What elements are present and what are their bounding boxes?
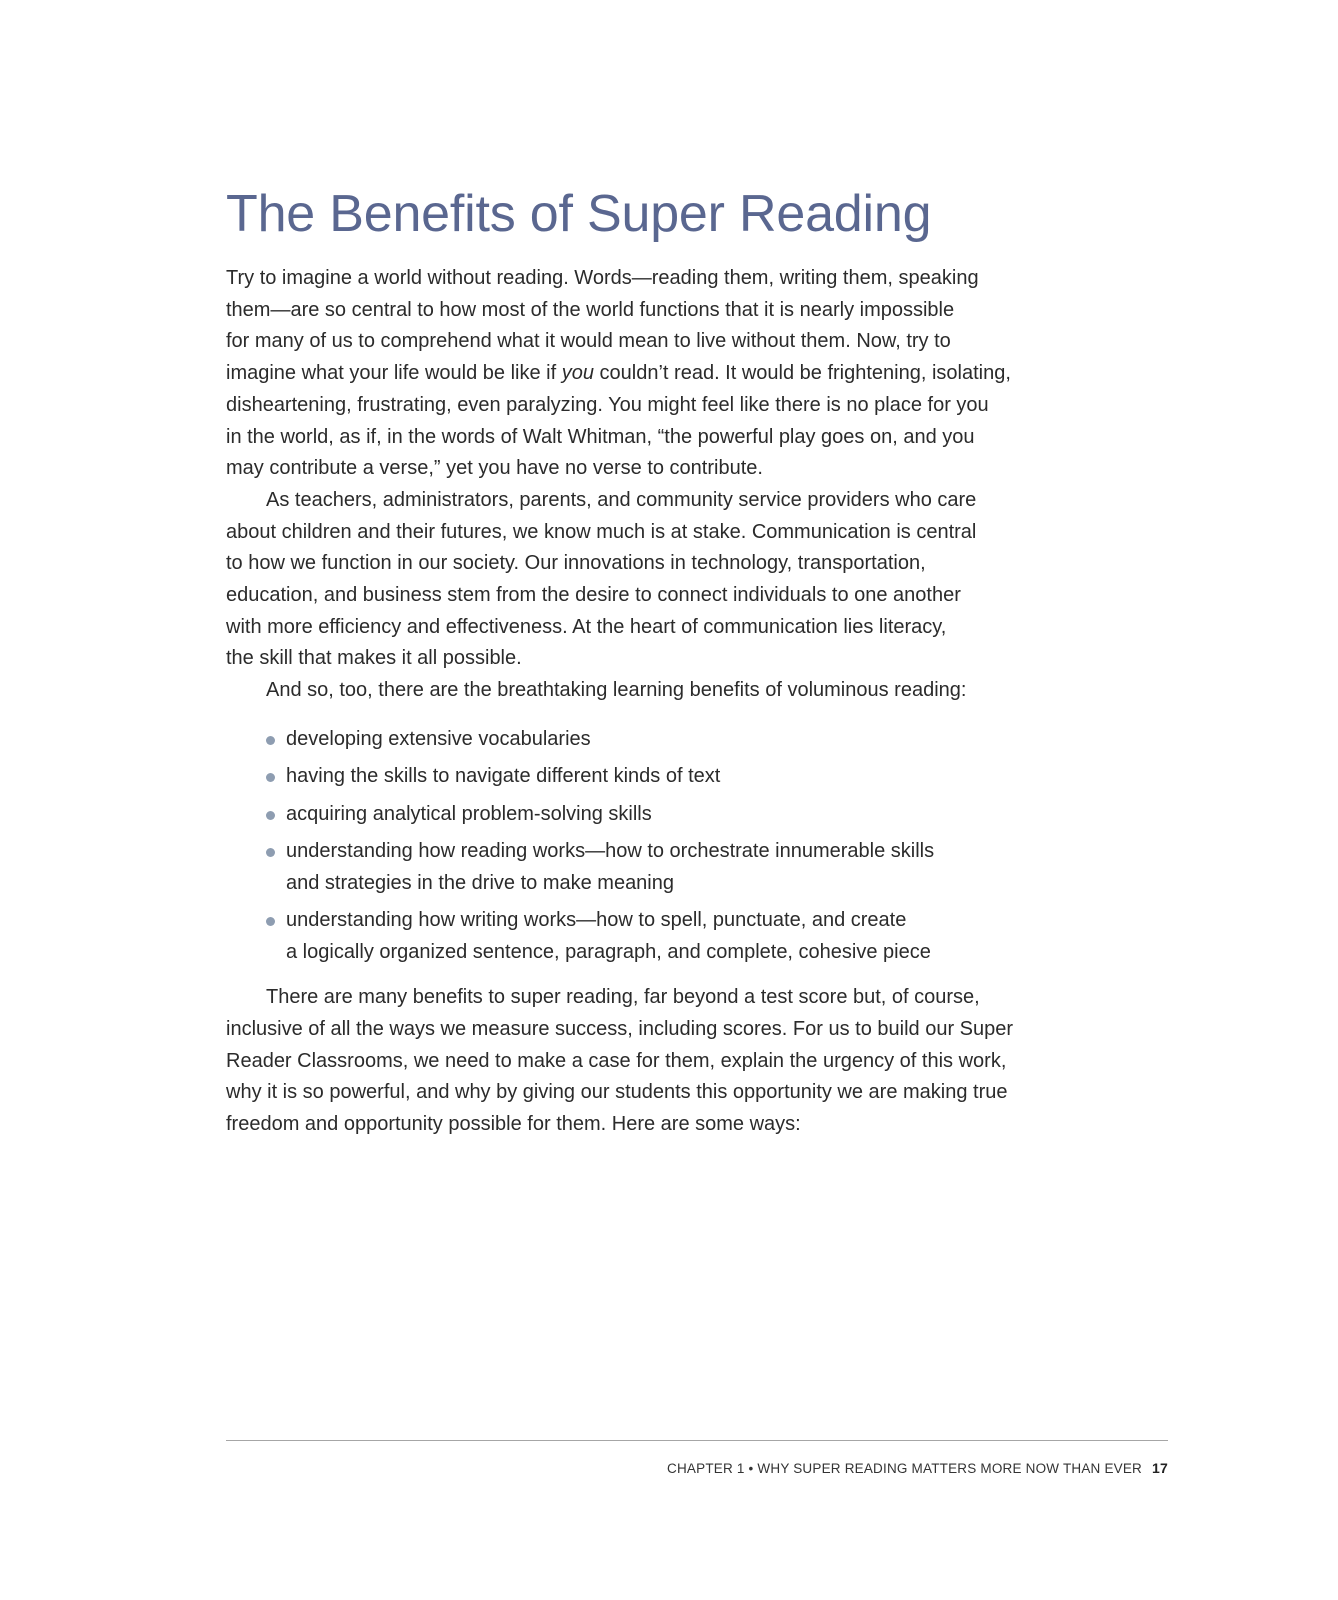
paragraph-3: And so, too, there are the breathtaking learning benefits of voluminous reading: bbox=[266, 679, 967, 702]
list-item bbox=[266, 836, 1076, 899]
text-line: freedom and opportunity possible for them. Here are some ways: bbox=[226, 1113, 801, 1136]
text-line: a logically organized sentence, paragraph, and complete, cohesive piece bbox=[286, 940, 931, 963]
text-line: As teachers, administrators, parents, and community service providers who care bbox=[266, 488, 977, 511]
list-item: acquiring analytical problem-solving skills bbox=[266, 799, 1076, 831]
paragraph-1 bbox=[226, 263, 1076, 485]
emphasis-you: you bbox=[561, 362, 594, 385]
list-item: developing extensive vocabularies bbox=[266, 724, 1076, 756]
text-line: may contribute a verse,” yet you have no verse to contribute. bbox=[226, 457, 763, 480]
paragraph-4 bbox=[226, 982, 1076, 1141]
chapter-label: CHAPTER 1 • WHY SUPER READING MATTERS MORE NOW THAN EVER bbox=[667, 1461, 1143, 1476]
text-line: with more efficiency and effectiveness. At the heart of communication lies literacy, bbox=[226, 615, 947, 638]
body-text bbox=[226, 263, 1076, 1141]
paragraph-2 bbox=[226, 485, 1076, 675]
text-line bbox=[226, 358, 1076, 390]
footer-divider bbox=[226, 1440, 1168, 1441]
text-line: and strategies in the drive to make meaning bbox=[286, 871, 674, 894]
text-line: for many of us to comprehend what it would mean to live without them. Now, try to bbox=[226, 330, 951, 353]
page-title: The Benefits of Super Reading bbox=[226, 185, 932, 243]
text-line: understanding how writing works—how to spell, punctuate, and create bbox=[286, 909, 907, 932]
list-item: having the skills to navigate different kinds of text bbox=[266, 761, 1076, 793]
text-line: understanding how reading works—how to orchestrate innumerable skills bbox=[286, 840, 935, 863]
text-line: in the world, as if, in the words of Walt Whitman, “the powerful play goes on, and you bbox=[226, 425, 975, 448]
text-segment: couldn’t read. It would be frightening, isolating, bbox=[593, 362, 1011, 385]
text-line: why it is so powerful, and why by giving our students this opportunity we are making true bbox=[226, 1081, 1008, 1104]
text-segment: imagine what your life would be like if bbox=[226, 362, 562, 385]
list-item bbox=[266, 905, 1076, 968]
text-line: them—are so central to how most of the world functions that it is nearly impossible bbox=[226, 298, 955, 321]
benefits-list bbox=[226, 724, 1076, 969]
text-line: inclusive of all the ways we measure success, including scores. For us to build our Super bbox=[226, 1018, 1014, 1041]
text-line: Reader Classrooms, we need to make a case for them, explain the urgency of this work, bbox=[226, 1049, 1007, 1072]
text-line: about children and their futures, we know much is at stake. Communication is central bbox=[226, 520, 977, 543]
text-line: to how we function in our society. Our innovations in technology, transportation, bbox=[226, 552, 926, 575]
running-footer bbox=[667, 1460, 1168, 1476]
page-number: 17 bbox=[1152, 1460, 1168, 1476]
text-line: There are many benefits to super reading, far beyond a test score but, of course, bbox=[266, 986, 980, 1009]
text-line: the skill that makes it all possible. bbox=[226, 647, 522, 670]
text-line: disheartening, frustrating, even paralyzing. You might feel like there is no place for you bbox=[226, 393, 989, 416]
text-line: education, and business stem from the desire to connect individuals to one another bbox=[226, 584, 961, 607]
text-line: Try to imagine a world without reading. Words—reading them, writing them, speaking bbox=[226, 267, 979, 289]
